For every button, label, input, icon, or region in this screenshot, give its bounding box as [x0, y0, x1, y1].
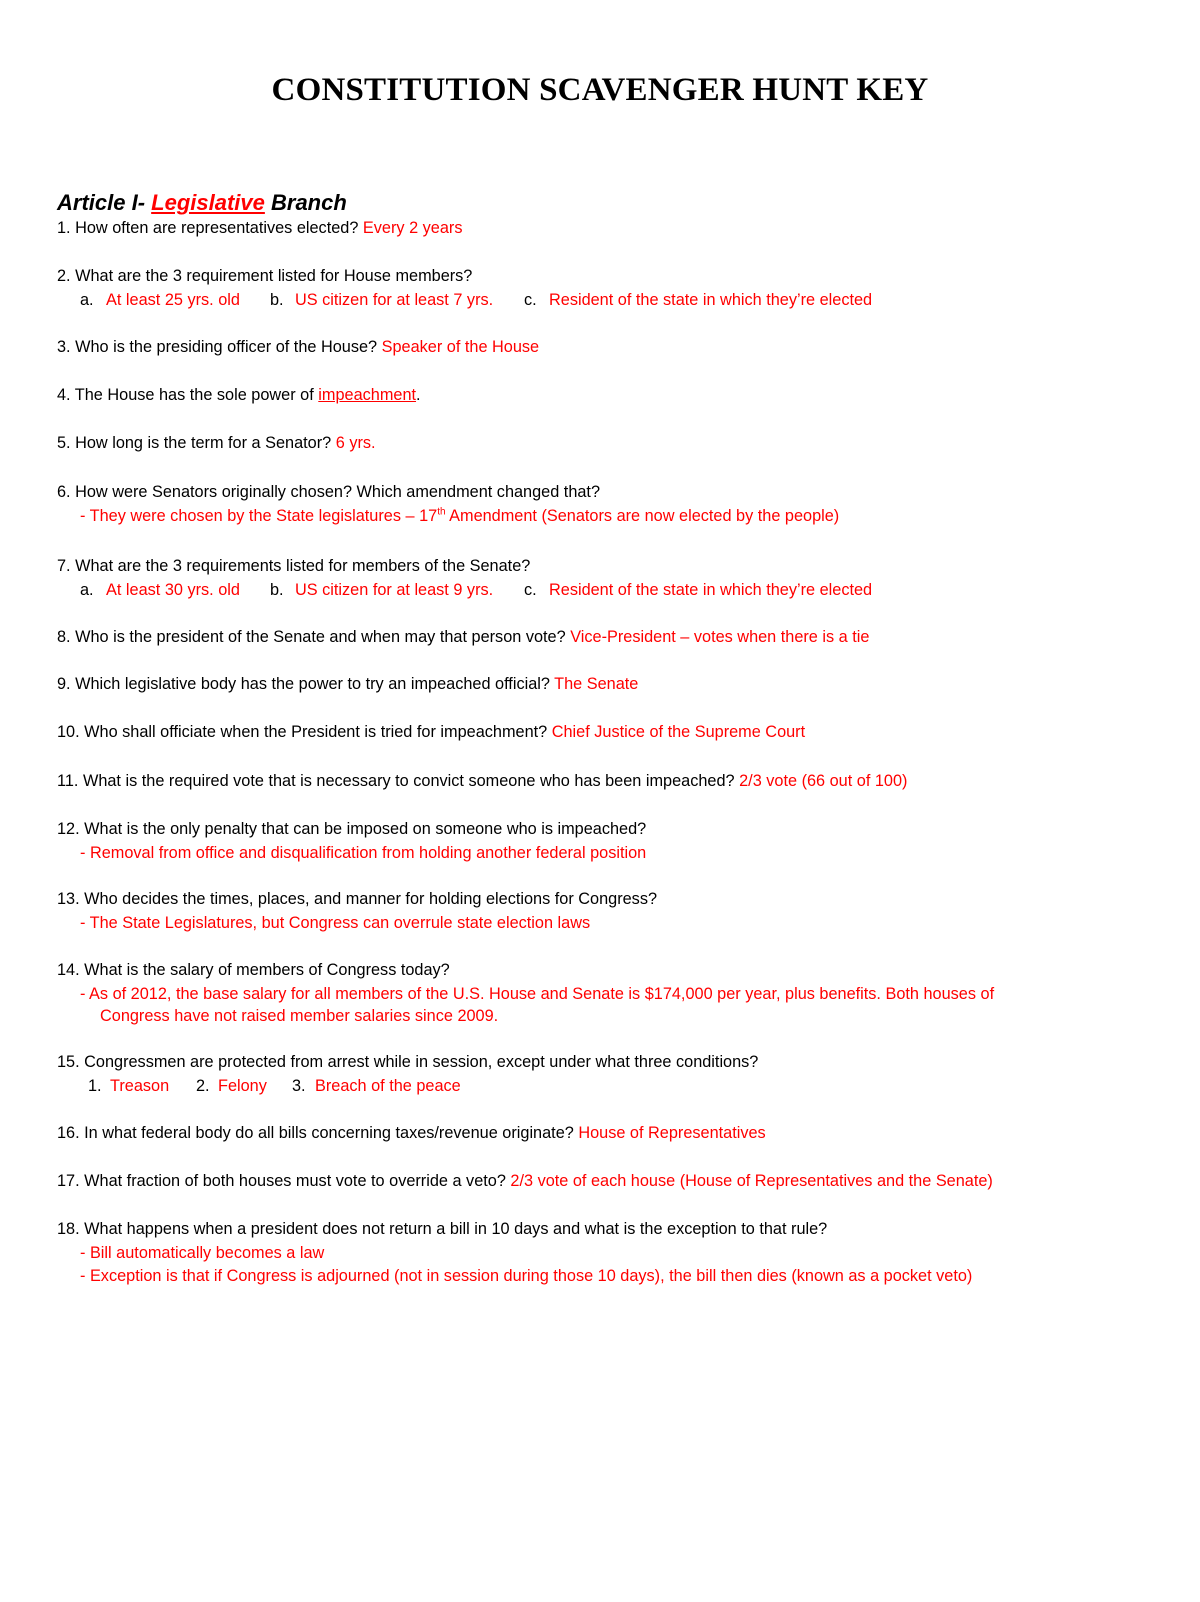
- answer-text: House of Representatives: [578, 1124, 766, 1142]
- question-text: 17. What fraction of both houses must vote to override a veto?: [57, 1172, 506, 1190]
- option-mark: a.: [80, 581, 94, 599]
- section-heading: [57, 190, 347, 216]
- answer-13: - The State Legislatures, but Congress can overrule state election laws: [80, 914, 591, 932]
- question-10: [57, 722, 805, 742]
- question-text: 10. Who shall officiate when the President is tried for impeachment?: [57, 723, 548, 741]
- answer-text: 2/3 vote (66 out of 100): [739, 772, 908, 790]
- question-text: 8. Who is the president of the Senate and when may that person vote?: [57, 628, 566, 646]
- question-text: 11. What is the required vote that is necessary to convict someone who has been impeached?: [57, 772, 735, 790]
- question-17: [57, 1171, 993, 1191]
- question-16: [57, 1123, 766, 1143]
- answer-text: 2/3 vote of each house (House of Representatives and the Senate): [510, 1172, 993, 1190]
- question-text: 4. The House has the sole power of: [57, 386, 314, 404]
- answer-14-line-1: - As of 2012, the base salary for all members of the U.S. House and Senate is $174,000 per year, plus benefits. Both houses of: [80, 985, 995, 1003]
- answer-condition-2: Felony: [218, 1077, 267, 1095]
- option-mark: 3.: [292, 1077, 306, 1095]
- question-text: 3. Who is the presiding officer of the House?: [57, 338, 378, 356]
- answer-text: impeachment: [318, 386, 417, 404]
- question-6: 6. How were Senators originally chosen? Which amendment changed that?: [57, 483, 601, 501]
- answer-text: - They were chosen by the State legislatures – 17: [80, 507, 438, 525]
- answer-text: Vice-President – votes when there is a tie: [570, 628, 870, 646]
- question-14: 14. What is the salary of members of Congress today?: [57, 961, 450, 979]
- option-mark: 2.: [196, 1077, 210, 1095]
- question-7: 7. What are the 3 requirements listed for members of the Senate?: [57, 557, 531, 575]
- heading-keyword: Legislative: [151, 190, 265, 215]
- answer-text: Every 2 years: [362, 219, 463, 237]
- question-text: 1. How often are representatives elected?: [57, 219, 359, 237]
- question-9: [57, 674, 638, 694]
- question-2: 2. What are the 3 requirement listed for House members?: [57, 267, 473, 285]
- answer-option-b: US citizen for at least 7 yrs.: [295, 291, 494, 309]
- option-mark: b.: [270, 581, 284, 599]
- question-1: [57, 218, 462, 238]
- option-mark: 1.: [88, 1077, 102, 1095]
- heading-suffix: Branch: [271, 190, 347, 215]
- document-title: CONSTITUTION SCAVENGER HUNT KEY: [271, 72, 929, 108]
- question-11: [57, 771, 907, 791]
- ordinal-suffix: th: [437, 506, 446, 518]
- question-13: 13. Who decides the times, places, and manner for holding elections for Congress?: [57, 890, 658, 908]
- option-mark: c.: [524, 581, 537, 599]
- answer-condition-1: Treason: [110, 1077, 170, 1095]
- question-text: 5. How long is the term for a Senator?: [57, 434, 332, 452]
- answer-text: Speaker of the House: [381, 338, 540, 356]
- answer-18-line-2: - Exception is that if Congress is adjourned (not in session during those 10 days), the bill then dies (known as a pocket veto): [80, 1267, 973, 1285]
- question-12: 12. What is the only penalty that can be imposed on someone who is impeached?: [57, 820, 647, 838]
- answer-14-line-2: Congress have not raised member salaries since 2009.: [100, 1007, 499, 1025]
- question-18: 18. What happens when a president does not return a bill in 10 days and what is the exception to that rule?: [57, 1220, 828, 1238]
- answer-text: The Senate: [554, 675, 639, 693]
- question-8: [57, 627, 869, 647]
- heading-prefix: Article I-: [57, 190, 146, 215]
- answer-text: 6 yrs.: [335, 434, 376, 452]
- question-5: [57, 433, 376, 453]
- answer-text: Amendment (Senators are now elected by the people): [445, 507, 840, 525]
- answer-text: Chief Justice of the Supreme Court: [551, 723, 806, 741]
- answer-option-c: Resident of the state in which they’re elected: [549, 581, 873, 599]
- option-mark: c.: [524, 291, 537, 309]
- question-text: 9. Which legislative body has the power to try an impeached official?: [57, 675, 550, 693]
- option-mark: b.: [270, 291, 284, 309]
- question-3: [57, 337, 539, 357]
- answer-6: [80, 506, 839, 526]
- question-4: [57, 385, 421, 405]
- question-end: .: [416, 386, 421, 404]
- question-15: 15. Congressmen are protected from arrest while in session, except under what three conditions?: [57, 1053, 759, 1071]
- answer-option-b: US citizen for at least 9 yrs.: [295, 581, 494, 599]
- answer-option-c: Resident of the state in which they’re elected: [549, 291, 873, 309]
- answer-option-a: At least 30 yrs. old: [106, 581, 240, 599]
- answer-12: - Removal from office and disqualification from holding another federal position: [80, 844, 647, 862]
- answer-option-a: At least 25 yrs. old: [106, 291, 240, 309]
- question-text: 16. In what federal body do all bills concerning taxes/revenue originate?: [57, 1124, 574, 1142]
- option-mark: a.: [80, 291, 94, 309]
- answer-condition-3: Breach of the peace: [315, 1077, 461, 1095]
- answer-18-line-1: - Bill automatically becomes a law: [80, 1244, 325, 1262]
